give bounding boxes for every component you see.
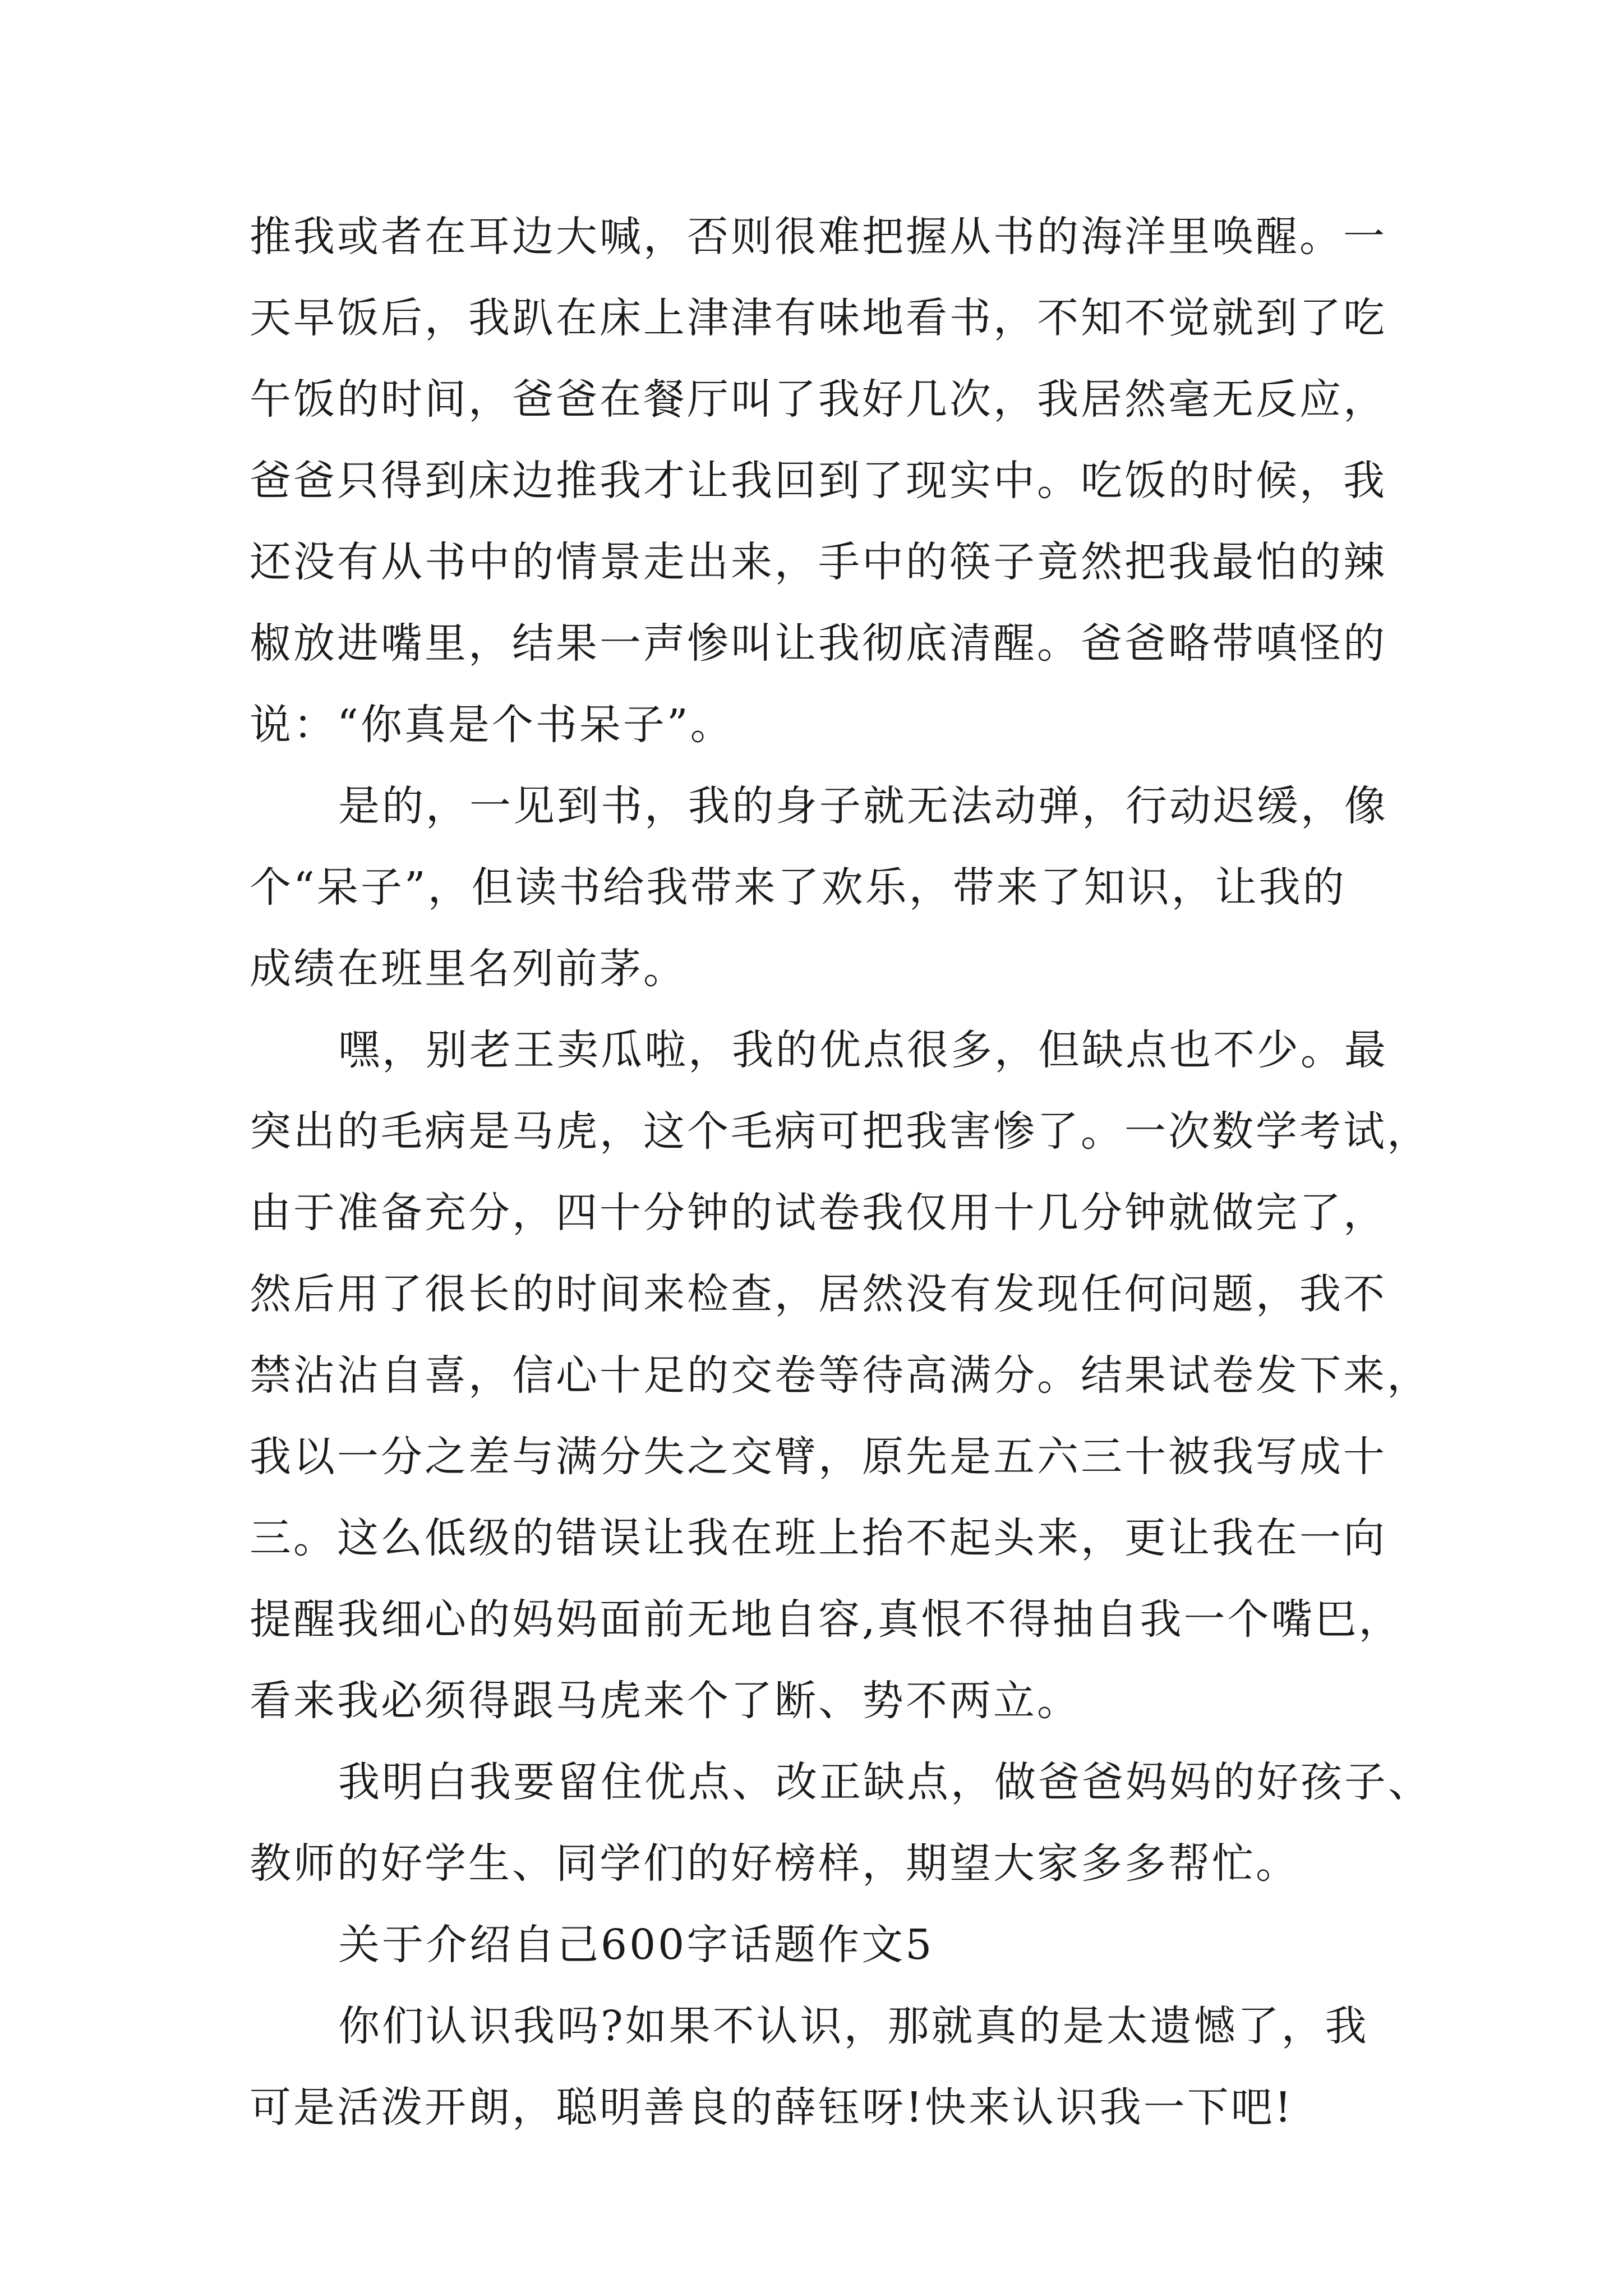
paragraph-start-line: 你们认识我吗?如果不认识，那就真的是太遗憾了，我 — [338, 2002, 1369, 2050]
text-line: 爸爸只得到床边推我才让我回到了现实中。吃饭的时候，我 — [250, 457, 1387, 505]
text-line: 禁沾沾自喜，信心十足的交卷等待高满分。结果试卷发下来， — [250, 1351, 1431, 1400]
text-line: 由于准备充分，四十分钟的试卷我仅用十几分钟就做完了， — [250, 1189, 1387, 1237]
paragraph-start-line: 嘿，别老王卖瓜啦，我的优点很多，但缺点也不少。最 — [338, 1026, 1388, 1074]
text-line: 说：“你真是个书呆子”。 — [250, 701, 734, 749]
paragraph-start-line: 是的，一见到书，我的身子就无法动弹，行动迟缓，像 — [338, 782, 1388, 830]
text-line: 突出的毛病是马虎，这个毛病可把我害惨了。一次数学考试， — [250, 1107, 1431, 1156]
text-line: 三。这么低级的错误让我在班上抬不起头来，更让我在一向 — [250, 1514, 1387, 1562]
section-heading: 关于介绍自己600字话题作文5 — [338, 1921, 934, 1969]
paragraph-start-line: 我明白我要留住优点、改正缺点，做爸爸妈妈的好孩子、 — [338, 1758, 1432, 1806]
text-line: 天早饭后，我趴在床上津津有味地看书，不知不觉就到了吃 — [250, 294, 1387, 342]
text-line: 椒放进嘴里，结果一声惨叫让我彻底清醒。爸爸略带嗔怪的 — [250, 619, 1387, 668]
text-line: 个“呆子”，但读书给我带来了欢乐，带来了知识，让我的 — [250, 863, 1347, 912]
text-line: 看来我必须得跟马虎来个了断、势不两立。 — [250, 1677, 1081, 1725]
text-line: 然后用了很长的时间来检查，居然没有发现任何问题，我不 — [250, 1270, 1387, 1318]
text-line: 教师的好学生、同学们的好榜样，期望大家多多帮忙。 — [250, 1839, 1299, 1888]
text-line: 可是活泼开朗，聪明善良的薛钰呀!快来认识我一下吧! — [250, 2083, 1294, 2132]
text-line: 还没有从书中的情景走出来，手中的筷子竟然把我最怕的辣 — [250, 538, 1387, 586]
text-line: 成绩在班里名列前茅。 — [250, 945, 687, 993]
body-text — [250, 196, 1432, 2148]
text-line: 提醒我细心的妈妈面前无地自容,真恨不得抽自我一个嘴巴， — [250, 1595, 1403, 1644]
text-line: 推我或者在耳边大喊，否则很难把握从书的海洋里唤醒。一 — [250, 213, 1387, 261]
text-line: 我以一分之差与满分失之交臂，原先是五六三十被我写成十 — [250, 1433, 1387, 1481]
text-line: 午饭的时间，爸爸在餐厅叫了我好几次，我居然毫无反应， — [250, 375, 1387, 424]
